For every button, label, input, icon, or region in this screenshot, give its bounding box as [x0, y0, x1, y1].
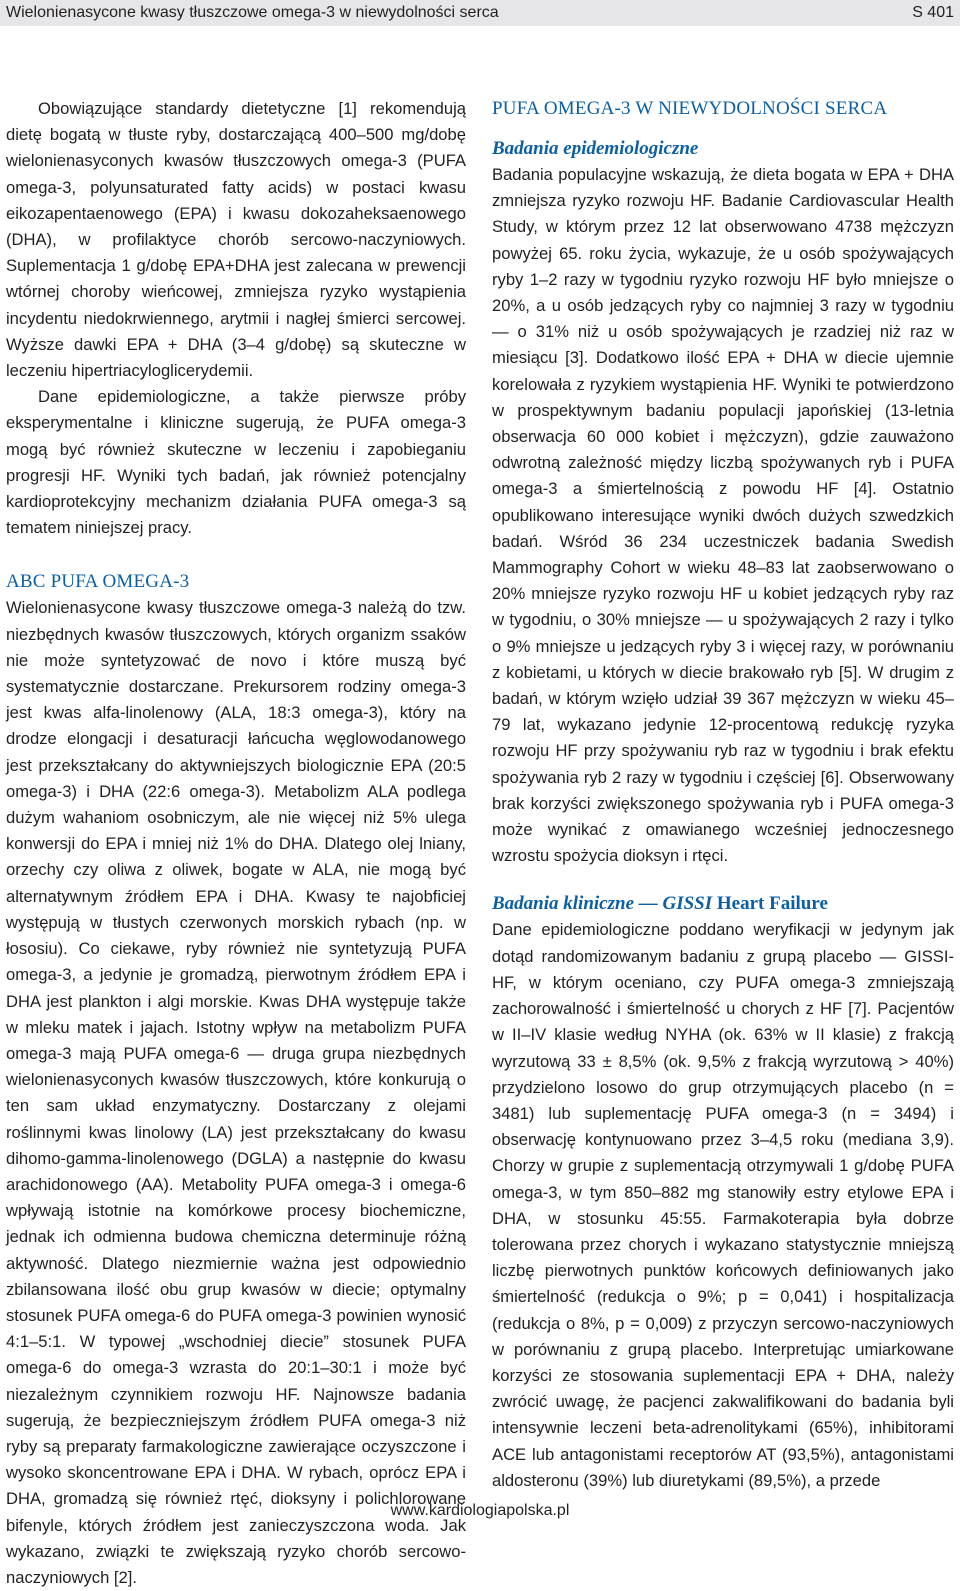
- right-column: [492, 96, 954, 1494]
- section-heading-hf: PUFA OMEGA-3 W NIEWYDOLNOŚCI SERCA: [492, 98, 888, 119]
- section-heading-abc: ABC PUFA OMEGA-3: [6, 571, 190, 593]
- footer-url: www.kardiologiapolska.pl: [390, 1502, 570, 1519]
- abc-paragraph: Wielonienasycone kwasy tłuszczowe omega-3 należą do tzw. niezbędnych kwasów tłuszczowych, których organizm ssaków nie może syntetyzować de novo i które muszą być systematycznie dostarczane. Prekursorem rodziny omega-3 jest kwas alfa-linolenowy (ALA, 18:3 omega-3), który na drodze elongacji i desaturacji łańcucha węglowodanowego jest przekształcany do aktywniejszych biologicznie EPA (20:5 omega-3) i DHA (22:6 omega-3). Metabolizm ALA podlega dużym wahaniom osobniczym, ale nie więcej niż 5% ulega konwersji do EPA i mniej niż 1% do DHA. Dlatego olej lniany, orzechy czy oliwa z oliwek, bogate w ALA, nie mogą być alternatywnym źródłem EPA i DHA. Kwasy te najobficiej występują w tłustych czerwonych morskich rybach (np. w łososiu). Co ciekawe, ryby również nie syntetyzują PUFA omega-3, a jedynie je gromadzą, pierwotnym źródłem EPA i DHA jest plankton i algi morskie. Kwas DHA występuje także w mleku matek i jajach. Istotny wpływ na metabolizm PUFA omega-3 mają PUFA omega-6 — druga grupa niezbędnych wielonienasyconych kwasów tłuszczowych, które konkurują o ten sam układ enzymatyczny. Dostarczany z olejami roślinnymi kwas linolowy (LA) jest przekształcany do kwasu dihomo-gamma-linolenowego (DGLA) a następnie do kwasu arachidonowego (AA). Metabolity PUFA omega-3 i omega-6 wpływają istotnie na komórkowe procesy biochemiczne, jednak ich odmienna budowa chemiczna determinuje różną aktywność. Dlatego niezmiernie ważna jest odpowiednio zbilansowana ilość obu grup kwasów w diecie; optymalny stosunek PUFA omega-6 do PUFA omega-3 powinien wynosić 4:1–5:1. W typowej „wschodniej diecie” stosunek PUFA omega-6 do omega-3 wzrasta do 20:1–30:1 i może być niezależnym czynnikiem rozwoju HF. Najnowsze badania sugerują, że bezpieczniejszym źródłem PUFA omega-3 niż ryby są preparaty farmakologiczne zawierające oczyszczone i wysoko skoncentrowane EPA i DHA. W rybach, oprócz EPA i DHA, gromadzą się również rtęć, dioksyny i polichlorowane bifenyle, których źródłem jest zanieczyszczona woda. Jak wykazano, związki te zwiększają ryzyko chorób sercowo-naczyniowych [2].: [6, 598, 466, 1587]
- second-paragraph: Dane epidemiologiczne, a także pierwsze próby eksperymentalne i kliniczne sugerują, że PUFA omega-3 mogą być również skuteczne w leczeniu i zapobieganiu progresji HF. Wyniki tych badań, jak również potencjalny kardioprotekcyjny mechanizm działania PUFA omega-3 są tematem niniejszej pracy.: [6, 387, 466, 538]
- intro-paragraph: Obowiązujące standardy dietetyczne [1] rekomendują dietę bogatą w tłuste ryby, dostarczającą 400–500 mg/dobę wielonienasyconych kwasów tłuszczowych omega-3 (PUFA omega-3, polyunsaturated fatty acids) w postaci kwasu eikozapentaenowego (EPA) i kwasu dokozaheksaenowego (DHA), w profilaktyce chorób sercowo-naczyniowych. Suplementacja 1 g/dobę EPA+DHA jest zalecana w prewencji wtórnej choroby wieńcowej, zmniejsza ryzyko wystąpienia incydentu niedokrwiennego, arytmii i nagłej śmierci sercowej. Wyższe dawki EPA + DHA (3–4 g/dobę) są skuteczne w leczeniu hipertriacyloglicerydemii.: [6, 99, 466, 381]
- subheading-epidemiology: Badania epidemiologiczne: [492, 138, 699, 159]
- page-number: S 401: [912, 4, 954, 21]
- subheading-clinical-regular: Heart Failure: [712, 893, 828, 915]
- left-column: [6, 96, 466, 1591]
- subheading-clinical-italic: Badania kliniczne — GISSI: [492, 893, 713, 915]
- clinical-paragraph: Dane epidemiologiczne poddano weryfikacji w jedynym jak dotąd randomizowanym badaniu z grupą placebo — GISSI-HF, w którym oceniano, czy PUFA omega-3 zmniejszają zachorowalność i śmiertelność u chorych z HF [7]. Pacjentów w II–IV klasie według NYHA (ok. 63% w II klasie) z frakcją wyrzutową 33 ± 8,5% (ok. 9,5% z frakcją wyrzutową > 40%) przydzielono losowo do grup otrzymujących placebo (n = 3481) lub suplementację PUFA omega-3 (n = 3494) i obserwację kontynuowano przez 3–4,5 roku (mediana 3,9). Chorzy w grupie z suplementacją otrzymywali 1 g/dobę PUFA omega-3, w tym 850–882 mg stanowiły estry etylowe EPA i DHA, w stosunku 45:55. Farmakoterapia była dobrze tolerowana przez chorych i wykazano statystycznie mniejszą liczbę pierwotnych punktów końcowych definiowanych jako śmiertelność (redukcja o 9%; p = 0,041) i hospitalizacja (redukcja o 8%, p = 0,009) z przyczyn sercowo-naczyniowych w porównaniu z grupą placebo. Interpretując umiarkowane korzyści ze stosowania suplementacji EPA + DHA, należy zwrócić uwagę, że pacjenci zakwalifikowani do badania byli intensywnie leczeni beta-adrenolitykami (65%), inhibitorami ACE lub antagonistami receptorów AT (93,5%), antagonistami aldosteronu (39%) lub diuretykami (89,5%), a przede: [492, 920, 954, 1490]
- running-header: [0, 0, 960, 26]
- epidemiology-paragraph: Badania populacyjne wskazują, że dieta bogata w EPA + DHA zmniejsza ryzyko rozwoju HF. Badanie Cardiovascular Health Study, w którym przez 12 lat obserwowano 4738 mężczyzn powyżej 65. roku życia, wykazuje, że u osób spożywających ryby 1–2 razy w tygodniu ryzyko rozwoju HF było mniejsze o 20%, a u osób jedzących ryby co najmniej 3 razy w tygodniu — o 31% niż u osób spożywających je rzadziej niż raz w miesiącu [3]. Dodatkowo ilość EPA + DHA w diecie ujemnie korelowała z ryzykiem wystąpienia HF. Wyniki te potwierdzono w prospektywnym badaniu populacji japońskiej (13-letnia obserwacja 60 000 kobiet i mężczyzn), gdzie zauważono odwrotną zależność między liczbą spożywanych ryb i PUFA omega-3 a śmiertelnością z powodu HF [4]. Ostatnio opublikowano interesujące wyniki dwóch dużych szwedzkich badań. Wśród 36 234 uczestniczek badania Swedish Mammography Cohort w wieku 48–83 lat zaobserwowano o 20% mniejsze ryzyko rozwoju HF u kobiet jedzących ryby raz w tygodniu, o 30% mniejsze — u spożywających 2 razy i tylko o 9% mniejsze u jedzących ryby 3 i więcej razy, w porównaniu z kobietami, u których w diecie brakowało ryb [5]. W drugim z badań, w którym wzięło udział 39 367 mężczyzn w wieku 45–79 lat, wykazano jedynie 12-procentową redukcję ryzyka rozwoju HF przy spożywaniu ryb raz w tygodniu i brak efektu spożywania ryb 2 razy w tygodniu i częściej [6]. Obserwowany brak korzyści zwiększonego spożywania ryb i PUFA omega-3 może wynikać z omawianego wcześniej jednoczesnego wzrostu spożycia dioksyn i rtęci.: [492, 165, 954, 866]
- running-title: Wielonienasycone kwasy tłuszczowe omega-3 w niewydolności serca: [6, 4, 499, 21]
- subheading-clinical: [492, 891, 954, 917]
